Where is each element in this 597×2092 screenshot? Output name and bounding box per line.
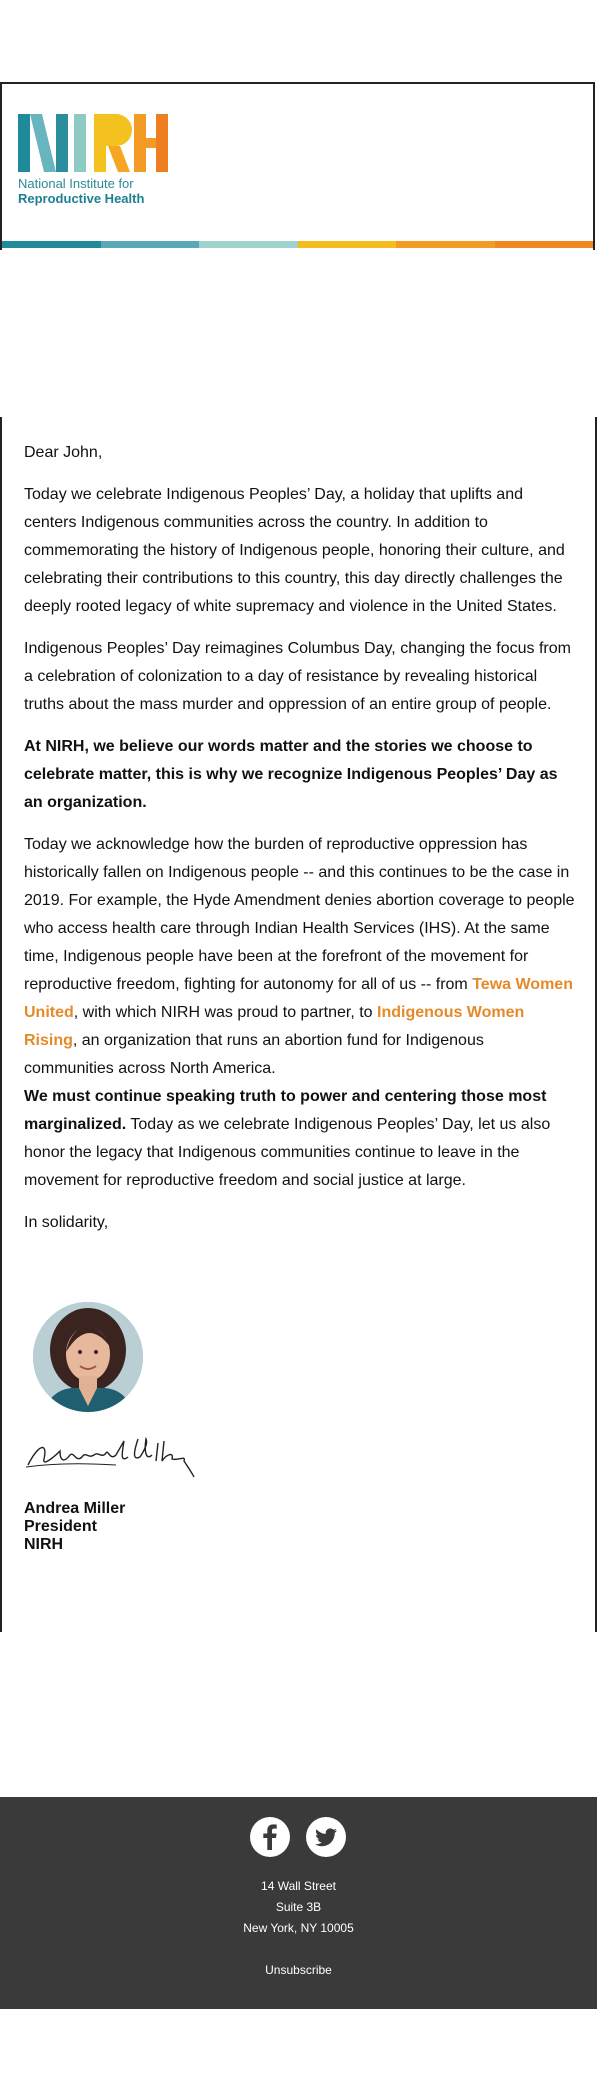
tewa-women-united-link[interactable]: Tewa Women United bbox=[24, 976, 573, 1021]
paragraph-4 bbox=[24, 831, 576, 1083]
paragraph-5-rest: Today as we celebrate Indigenous Peoples’ Day, let us also honor the legacy that Indigenous communities continue to leave in the movement for reproductive freedom and social justice at large. bbox=[24, 1116, 551, 1189]
signer-name: Andrea Miller bbox=[24, 1500, 126, 1517]
footer bbox=[0, 1797, 597, 2009]
address-line-2: Suite 3B bbox=[275, 1900, 322, 1914]
portrait-image bbox=[33, 1302, 143, 1412]
signature-block bbox=[24, 1500, 125, 1554]
signer-org: NIRH bbox=[24, 1536, 64, 1553]
greeting: Dear John, bbox=[24, 444, 103, 461]
facebook-icon[interactable] bbox=[250, 1817, 290, 1857]
letter-body bbox=[0, 417, 597, 1632]
org-name bbox=[18, 176, 198, 206]
indigenous-women-rising-link[interactable]: Indigenous Women Rising bbox=[24, 1004, 525, 1049]
paragraph-2: Indigenous Peoples’ Day reimagines Columbus Day, changing the focus from a celebration of colonization to a day of resistance by revealing historical truths about the mass murder and oppression of an entire group of people. bbox=[24, 640, 571, 713]
paragraph-4-text-b: , with which NIRH was proud to partner, to bbox=[73, 1004, 378, 1021]
nirh-logo bbox=[18, 114, 168, 172]
unsubscribe-link[interactable]: Unsubscribe bbox=[265, 1963, 332, 1977]
signature-image bbox=[24, 1437, 199, 1479]
paragraph-1: Today we celebrate Indigenous Peoples’ Day, a holiday that uplifts and centers Indigenous communities across the country. In addition to commemorating the history of Indigenous people, honoring their culture, and celebrating their contributions to this country, this day directly challenges the deeply rooted legacy of white supremacy and violence in the United States. bbox=[24, 486, 565, 615]
avatar bbox=[33, 1302, 143, 1412]
paragraph-3: At NIRH, we believe our words matter and the stories we choose to celebrate matter, this is why we recognize Indigenous Peoples’ Day as an organization. bbox=[24, 738, 558, 811]
address-line-1: 14 Wall Street bbox=[261, 1879, 336, 1893]
paragraph-4-text-c: , an organization that runs an abortion fund for Indigenous communities across North America. bbox=[24, 1032, 484, 1077]
closing: In solidarity, bbox=[24, 1214, 109, 1231]
paragraph-4-text-a: Today we acknowledge how the burden of reproductive oppression has historically fallen on Indigenous people -- and this continues to be the case in 2019. For example, the Hyde Amendment denies abortion coverage to people who access health care through Indian Health Services (IHS). At the same time, Indigenous people have been at the forefront of the movement for reproductive freedom, fighting for autonomy for all of us -- from bbox=[24, 836, 575, 993]
paragraph-5 bbox=[24, 1083, 576, 1195]
header-card bbox=[0, 82, 595, 250]
address-line-3: New York, NY 10005 bbox=[243, 1921, 354, 1935]
brand-stripe bbox=[2, 241, 593, 248]
org-name-line1: National Institute for bbox=[18, 176, 134, 191]
paragraph-5-bold: We must continue speaking truth to power and centering those most marginalized. bbox=[24, 1088, 547, 1133]
signer-title: President bbox=[24, 1518, 97, 1535]
org-name-line2: Reproductive Health bbox=[18, 191, 145, 206]
twitter-icon[interactable] bbox=[306, 1817, 346, 1857]
